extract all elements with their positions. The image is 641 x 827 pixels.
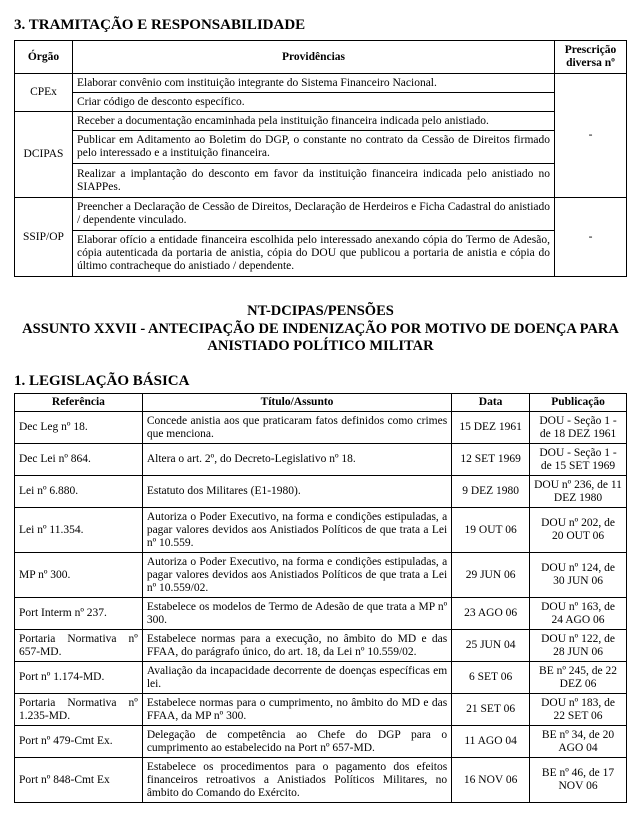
header-orgao: Órgão	[15, 41, 73, 74]
referencia-cell: Lei nº 11.354.	[15, 508, 143, 553]
data-cell: 9 DEZ 1980	[452, 476, 530, 508]
providencia-cell: Publicar em Aditamento ao Boletim do DGP, o constante no contrato da Cessão de Direitos firmado pelo interessado e a instituição financeira.	[72, 131, 554, 164]
publicacao-cell: BE nº 34, de 20 AGO 04	[530, 726, 627, 758]
titulo-cell: Delegação de competência ao Chefe do DGP para o cumprimento ao estabelecido na Port nº 657-MD.	[142, 726, 451, 758]
section-3-title: 3. TRAMITAÇÃO E RESPONSABILIDADE	[14, 17, 306, 33]
titulo-cell: Estabelece os procedimentos para o pagamento dos efeitos financeiros retroativos a Anistiados Políticos Militares, no âmbito do Comando do Exército.	[142, 758, 451, 803]
table-row	[15, 758, 627, 803]
data-cell: 6 SET 06	[452, 662, 530, 694]
header-providencias: Providências	[72, 41, 554, 74]
header-publicacao: Publicação	[530, 394, 627, 412]
titulo-cell: Estatuto dos Militares (E1-1980).	[142, 476, 451, 508]
publicacao-cell: DOU nº 202, de 20 OUT 06	[530, 508, 627, 553]
publicacao-cell: DOU - Seção 1 - de 18 DEZ 1961	[530, 412, 627, 444]
header-referencia: Referência	[15, 394, 143, 412]
titulo-cell: Altera o art. 2º, do Decreto-Legislativo nº 18.	[142, 444, 451, 476]
orgao-cell: SSIP/OP	[15, 198, 73, 277]
table-row	[15, 662, 627, 694]
legislacao-table	[14, 393, 627, 803]
data-cell: 11 AGO 04	[452, 726, 530, 758]
referencia-cell: MP nº 300.	[15, 553, 143, 598]
referencia-cell: Dec Lei nº 864.	[15, 444, 143, 476]
publicacao-cell: DOU nº 183, de 22 SET 06	[530, 694, 627, 726]
referencia-cell: Portaria Normativa nº 657-MD.	[15, 630, 143, 662]
orgao-cell: DCIPAS	[15, 112, 73, 198]
publicacao-cell: BE nº 245, de 22 DEZ 06	[530, 662, 627, 694]
data-cell: 25 JUN 04	[452, 630, 530, 662]
providencia-cell: Receber a documentação encaminhada pela instituição financeira indicada pelo anistiado.	[72, 112, 554, 131]
data-cell: 23 AGO 06	[452, 598, 530, 630]
referencia-cell: Port Interm nº 237.	[15, 598, 143, 630]
orgao-cell: CPEx	[15, 74, 73, 112]
assunto-line-2: ANISTIADO POLÍTICO MILITAR	[207, 338, 434, 354]
table-row	[15, 694, 627, 726]
table-row	[15, 412, 627, 444]
header-data: Data	[452, 394, 530, 412]
data-cell: 12 SET 1969	[452, 444, 530, 476]
data-cell: 15 DEZ 1961	[452, 412, 530, 444]
publicacao-cell: DOU nº 124, de 30 JUN 06	[530, 553, 627, 598]
titulo-cell: Avaliação da incapacidade decorrente de doenças específicas em lei.	[142, 662, 451, 694]
table-row	[15, 553, 627, 598]
table-row	[15, 444, 627, 476]
providencia-cell: Elaborar convênio com instituição integrante do Sistema Financeiro Nacional.	[72, 74, 554, 93]
providencia-cell: Realizar a implantação do desconto em favor da instituição financeira indicada pelo anistiado no SIAPPes.	[72, 164, 554, 198]
providencia-cell: Preencher a Declaração de Cessão de Direitos, Declaração de Herdeiros e Ficha Cadastral do anistiado / dependente vinculado.	[72, 198, 554, 231]
data-cell: 29 JUN 06	[452, 553, 530, 598]
tramitacao-table	[14, 40, 627, 277]
titulo-cell: Concede anistia aos que praticaram fatos definidos como crimes que menciona.	[142, 412, 451, 444]
providencia-cell: Elaborar ofício a entidade financeira escolhida pelo interessado anexando cópia do Termo de Adesão, cópia autenticada da portaria de anistia, cópia do DOU que publicou a portaria de anistia e cópia do último contracheque do anistiado / dependente.	[72, 231, 554, 277]
prescricao-cell: -	[555, 74, 627, 198]
titulo-cell: Estabelece os modelos de Termo de Adesão de que trata a MP nº 300.	[142, 598, 451, 630]
titulo-cell: Estabelece normas para o cumprimento, no âmbito do MD e das FFAA, da MP nº 300.	[142, 694, 451, 726]
publicacao-cell: BE nº 46, de 17 NOV 06	[530, 758, 627, 803]
table-row	[15, 726, 627, 758]
titulo-cell: Estabelece normas para a execução, no âmbito do MD e das FFAA, do parágrafo único, do art. 18, da Lei nº 10.559/02.	[142, 630, 451, 662]
assunto-title	[0, 321, 641, 355]
legislacao-title: 1. LEGISLAÇÃO BÁSICA	[14, 373, 190, 389]
publicacao-cell: DOU - Seção 1 - de 15 SET 1969	[530, 444, 627, 476]
titulo-cell: Autoriza o Poder Executivo, na forma e condições estipuladas, a pagar valores devidos aos Anistiados Políticos de que trata a Lei nº 10.559.	[142, 508, 451, 553]
table-row	[15, 476, 627, 508]
data-cell: 19 OUT 06	[452, 508, 530, 553]
assunto-line-1: ASSUNTO XXVII - ANTECIPAÇÃO DE INDENIZAÇÃO POR MOTIVO DE DOENÇA PARA	[22, 321, 619, 337]
header-titulo: Título/Assunto	[142, 394, 451, 412]
table-row	[15, 630, 627, 662]
publicacao-cell: DOU nº 163, de 24 AGO 06	[530, 598, 627, 630]
referencia-cell: Port nº 1.174-MD.	[15, 662, 143, 694]
referencia-cell: Port nº 848-Cmt Ex	[15, 758, 143, 803]
providencia-cell: Criar código de desconto específico.	[72, 93, 554, 112]
table-row	[15, 508, 627, 553]
nt-title: NT-DCIPAS/PENSÕES	[247, 303, 394, 319]
header-prescricao: Prescrição diversa nº	[555, 41, 627, 74]
publicacao-cell: DOU nº 236, de 11 DEZ 1980	[530, 476, 627, 508]
referencia-cell: Port nº 479-Cmt Ex.	[15, 726, 143, 758]
data-cell: 21 SET 06	[452, 694, 530, 726]
prescricao-cell: -	[555, 198, 627, 277]
publicacao-cell: DOU nº 122, de 28 JUN 06	[530, 630, 627, 662]
referencia-cell: Lei nº 6.880.	[15, 476, 143, 508]
referencia-cell: Portaria Normativa nº 1.235-MD.	[15, 694, 143, 726]
table-row	[15, 598, 627, 630]
referencia-cell: Dec Leg nº 18.	[15, 412, 143, 444]
titulo-cell: Autoriza o Poder Executivo, na forma e condições estipuladas, a pagar valores devidos aos Anistiados Políticos de que trata a Lei nº 10.559/02.	[142, 553, 451, 598]
data-cell: 16 NOV 06	[452, 758, 530, 803]
